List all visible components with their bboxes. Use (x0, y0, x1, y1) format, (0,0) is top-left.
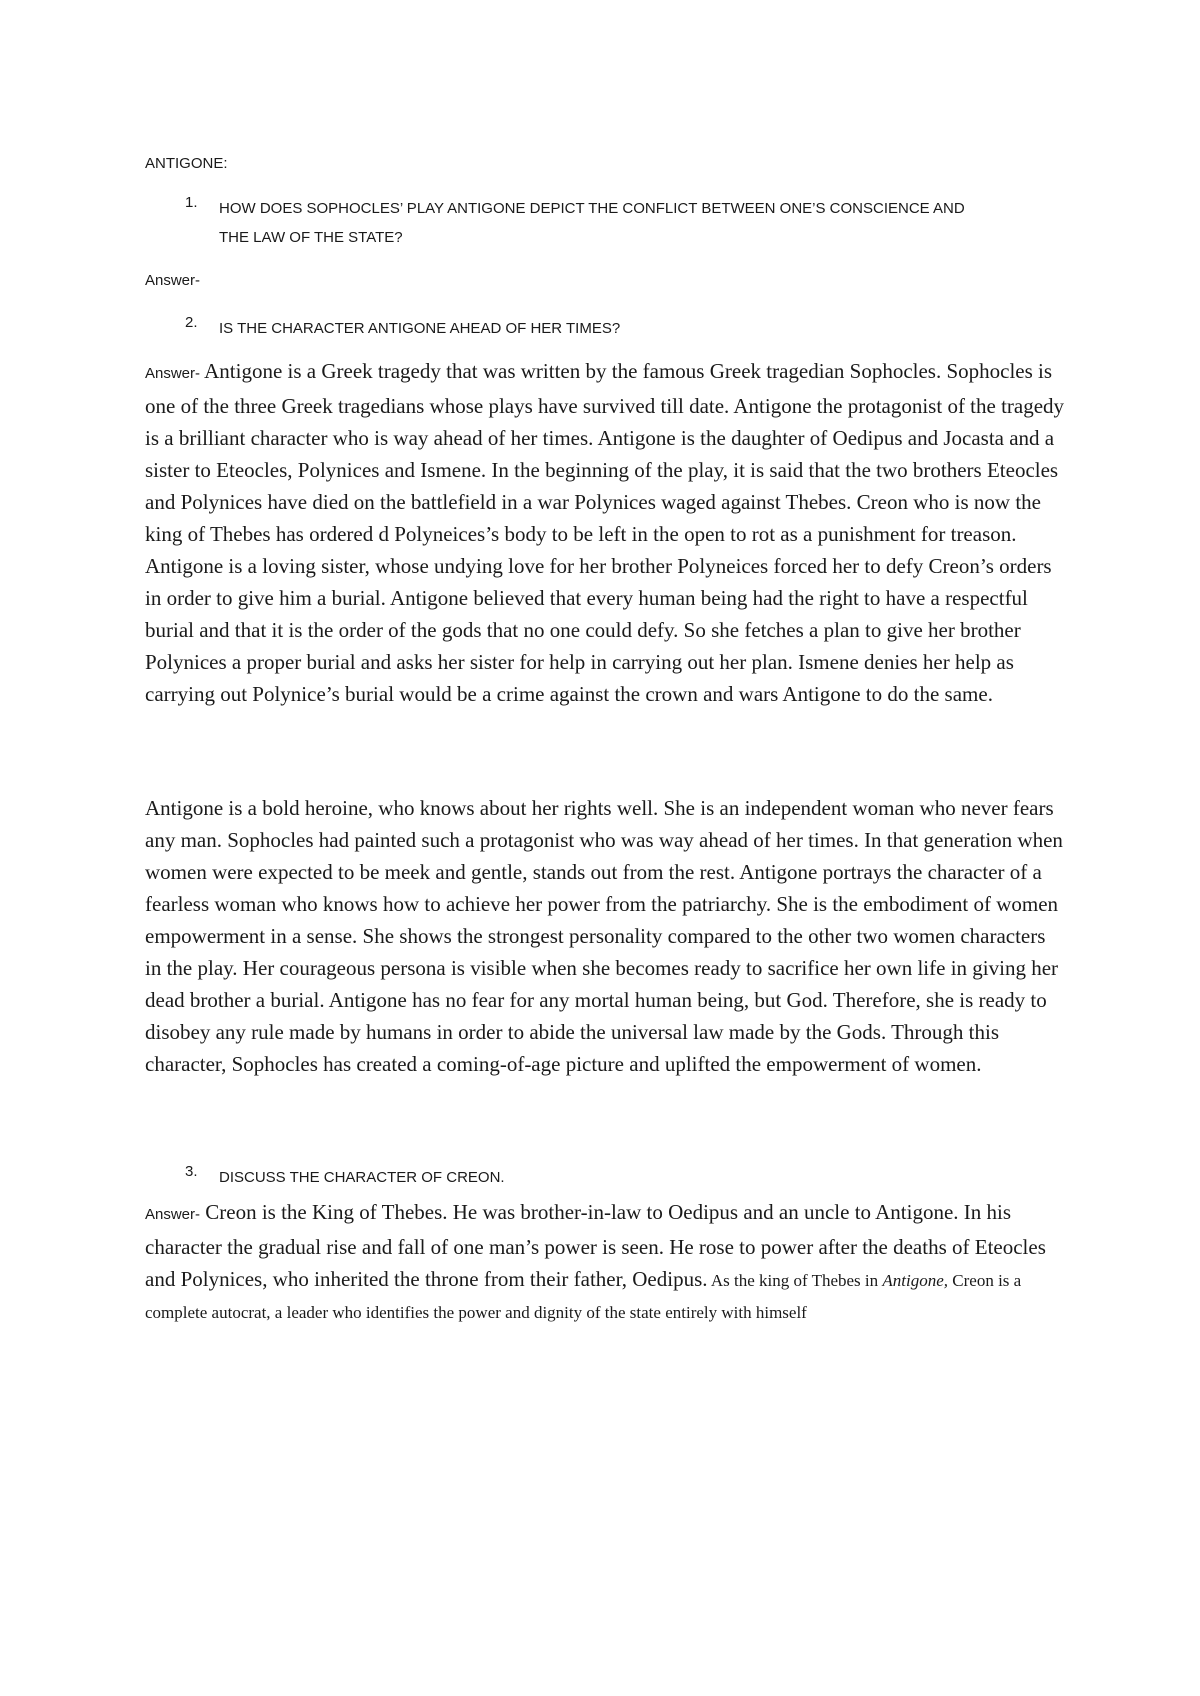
question-text: IS THE CHARACTER ANTIGONE AHEAD OF HER TIMES? (219, 320, 621, 337)
answer-text-fragment: As the king of Thebes in (707, 1271, 883, 1290)
question-number: 2. (185, 314, 198, 331)
question-text: DISCUSS THE CHARACTER OF CREON. (219, 1169, 505, 1186)
answer-2-paragraph-1 (145, 355, 1065, 710)
question-number: 1. (185, 194, 198, 211)
play-title-italic: Antigone, (882, 1271, 949, 1290)
answer-label: Answer- (145, 365, 201, 382)
answer-2-paragraph-2: Antigone is a bold heroine, who knows about her rights well. She is an independent woman who never fears any man. Sophocles had painted such a protagonist who was way ahead of her times. In that generation when women were expected to be meek and gentle, stands out from the rest. Antigone portrays the character of a fearless woman who knows how to achieve her power from the patriarchy. She is the embodiment of women empowerment in a sense. She shows the strongest personality compared to the other two women characters in the play. Her courageous persona is visible when she becomes ready to sacrifice her own life in giving her dead brother a burial. Antigone has no fear for any mortal human being, but God. Therefore, she is ready to disobey any rule made by humans in order to abide the universal law made by the Gods. Through this character, Sophocles has created a coming-of-age picture and uplifted the empowerment of women. (145, 796, 1063, 1076)
answer-text: Creon is the King of Thebes. He was brother-in-law to Oedipus and an uncle to Antigone. In his character the gradual rise and fall of one man’s power is seen. He rose to power after the deaths of Eteocles and Polynices, who inherited the throne from their father, Oedipus. (145, 1200, 1046, 1291)
answer-label: Answer- (145, 272, 201, 289)
document-title: ANTIGONE: (145, 155, 228, 172)
answer-text-fragment: Creon is a complete autocrat, a leader who identifies the power and dignity of the state entirely with himself (145, 1271, 1022, 1322)
answer-text: Antigone is a Greek tragedy that was written by the famous Greek tragedian Sophocles. Sophocles is one of the three Greek tragedians whose plays have survived till date. Antigone the protagonist of the tragedy is a brilliant character who is way ahead of her times. Antigone is the daughter of Oedipus and Jocasta and a sister to Eteocles, Polynices and Ismene. In the beginning of the play, it is said that the two brothers Eteocles and Polynices have died on the battlefield in a war Polynices waged against Thebes. Creon who is now the king of Thebes has ordered d Polyneices’s body to be left in the open to rot as a punishment for treason. Antigone is a loving sister, whose undying love for her brother Polyneices forced her to defy Creon’s orders in order to give him a burial. Antigone believed that every human being had the right to have a respectful burial and that it is the order of the gods that no one could defy. So she fetches a plan to give her brother Polynices a proper burial and asks her sister for help in carrying out her plan. Ismene denies her help as carrying out Polynice’s burial would be a crime against the crown and wars Antigone to do the same. (145, 359, 1065, 706)
question-number: 3. (185, 1163, 198, 1180)
answer-label: Answer- (145, 1206, 201, 1223)
question-text: HOW DOES SOPHOCLES’ PLAY ANTIGONE DEPICT THE CONFLICT BETWEEN ONE’S CONSCIENCE AND THE LAW OF THE STATE? (219, 200, 965, 246)
answer-3-paragraph (145, 1196, 1065, 1327)
